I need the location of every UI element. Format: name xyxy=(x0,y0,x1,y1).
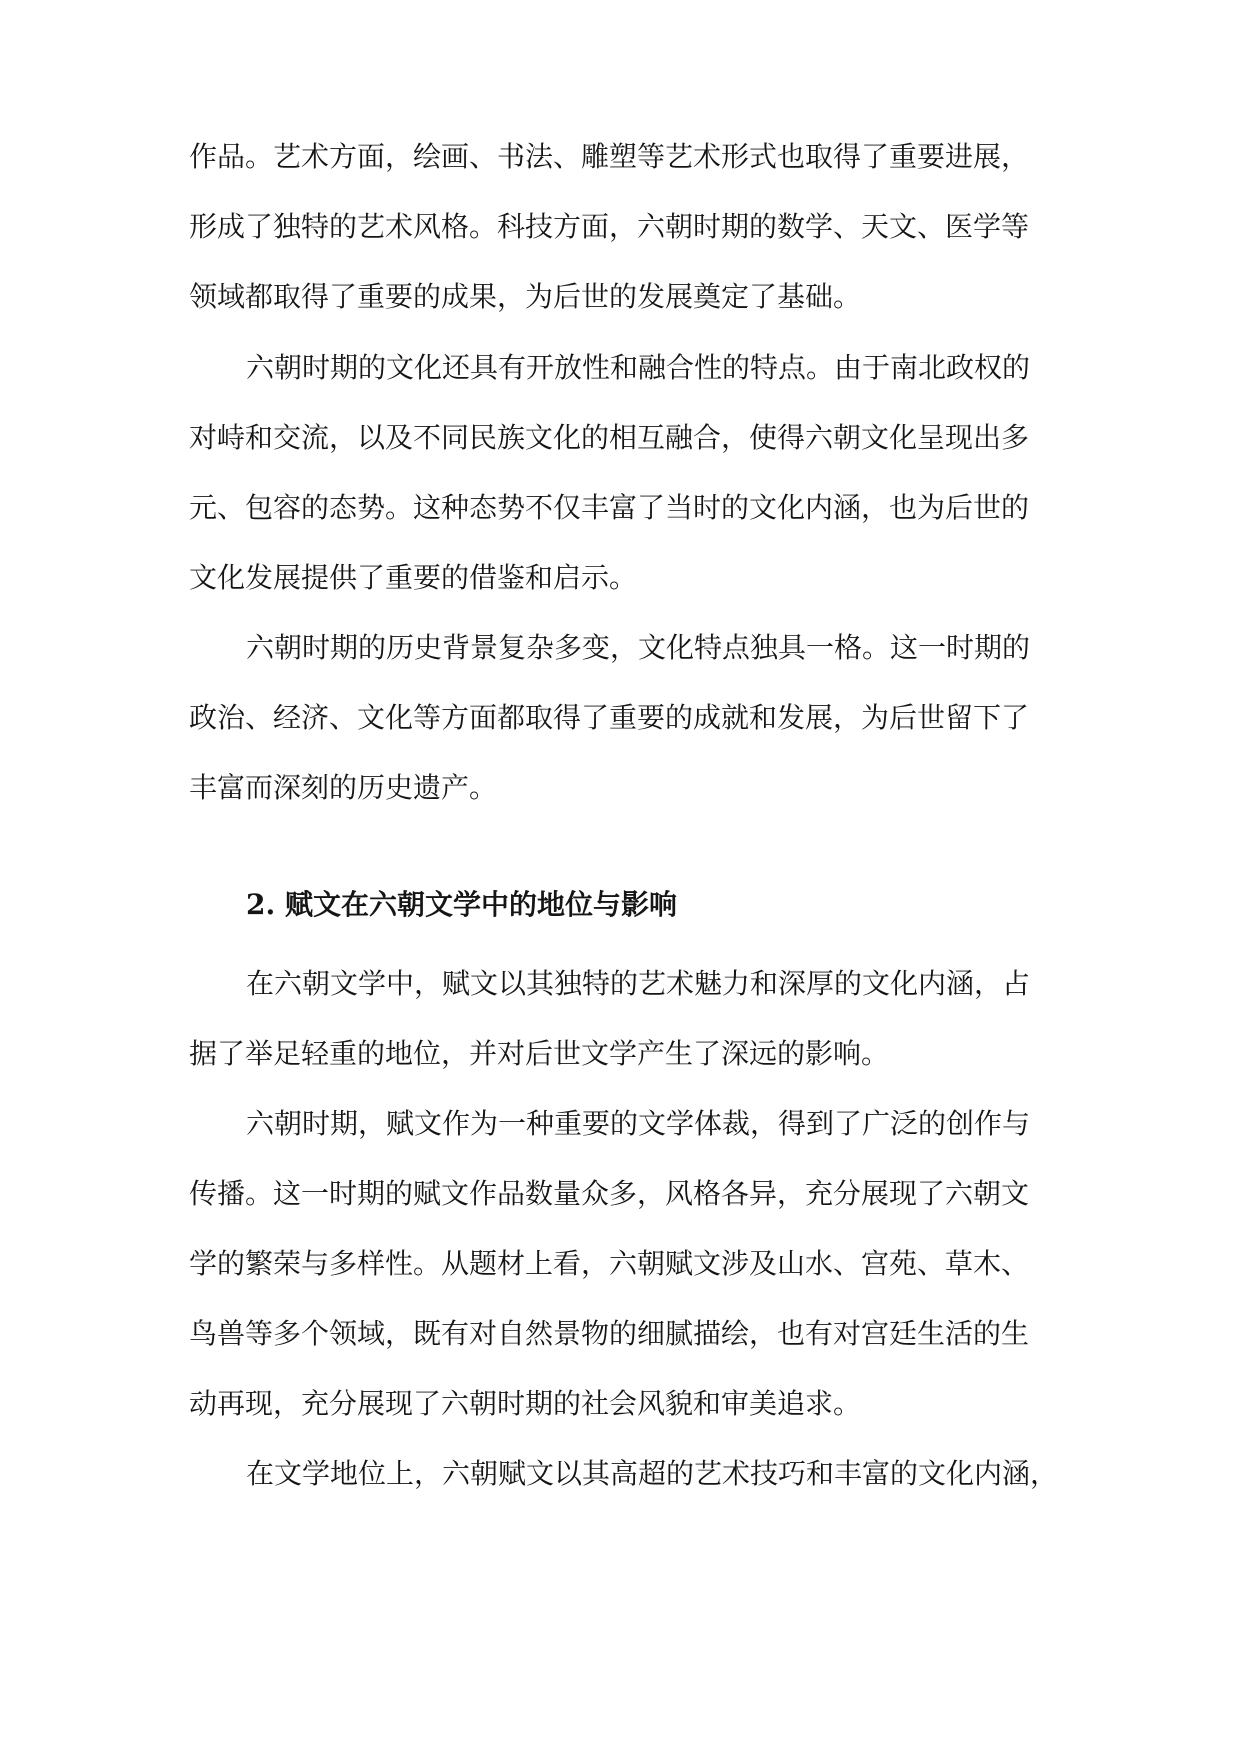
paragraph-line: 六朝时期的历史背景复杂多变，文化特点独具一格。这一时期的 xyxy=(246,631,1031,664)
paragraph-line: 动再现，充分展现了六朝时期的社会风貌和审美追求。 xyxy=(189,1387,862,1420)
paragraph-line: 传播。这一时期的赋文作品数量众多，风格各异，充分展现了六朝文 xyxy=(189,1177,1030,1210)
paragraph-line: 作品。艺术方面，绘画、书法、雕塑等艺术形式也取得了重要进展， xyxy=(189,140,1030,173)
paragraph-line: 丰富而深刻的历史遗产。 xyxy=(189,771,498,804)
paragraph-line: 在文学地位上，六朝赋文以其高超的艺术技巧和丰富的文化内涵， xyxy=(246,1457,1059,1490)
paragraph-line: 领域都取得了重要的成果，为后世的发展奠定了基础。 xyxy=(189,280,862,313)
paragraph-line: 六朝时期，赋文作为一种重要的文学体裁，得到了广泛的创作与 xyxy=(246,1107,1031,1140)
paragraph-line: 政治、经济、文化等方面都取得了重要的成就和发展，为后世留下了 xyxy=(189,701,1030,734)
paragraph-line: 文化发展提供了重要的借鉴和启示。 xyxy=(189,561,638,594)
paragraph-line: 在六朝文学中，赋文以其独特的艺术魅力和深厚的文化内涵，占 xyxy=(246,967,1031,1000)
paragraph-line: 学的繁荣与多样性。从题材上看，六朝赋文涉及山水、宫苑、草木、 xyxy=(189,1247,1030,1280)
section-heading: 2. 赋文在六朝文学中的地位与影响 xyxy=(246,888,677,921)
paragraph-line: 形成了独特的艺术风格。科技方面，六朝时期的数学、天文、医学等 xyxy=(189,210,1030,243)
paragraph-line: 鸟兽等多个领域，既有对自然景物的细腻描绘，也有对宫廷生活的生 xyxy=(189,1317,1030,1350)
paragraph-line: 元、包容的态势。这种态势不仅丰富了当时的文化内涵，也为后世的 xyxy=(189,491,1030,524)
paragraph-line: 据了举足轻重的地位，并对后世文学产生了深远的影响。 xyxy=(189,1037,890,1070)
paragraph-line: 六朝时期的文化还具有开放性和融合性的特点。由于南北政权的 xyxy=(246,351,1031,384)
paragraph-line: 对峙和交流，以及不同民族文化的相互融合，使得六朝文化呈现出多 xyxy=(189,421,1030,454)
